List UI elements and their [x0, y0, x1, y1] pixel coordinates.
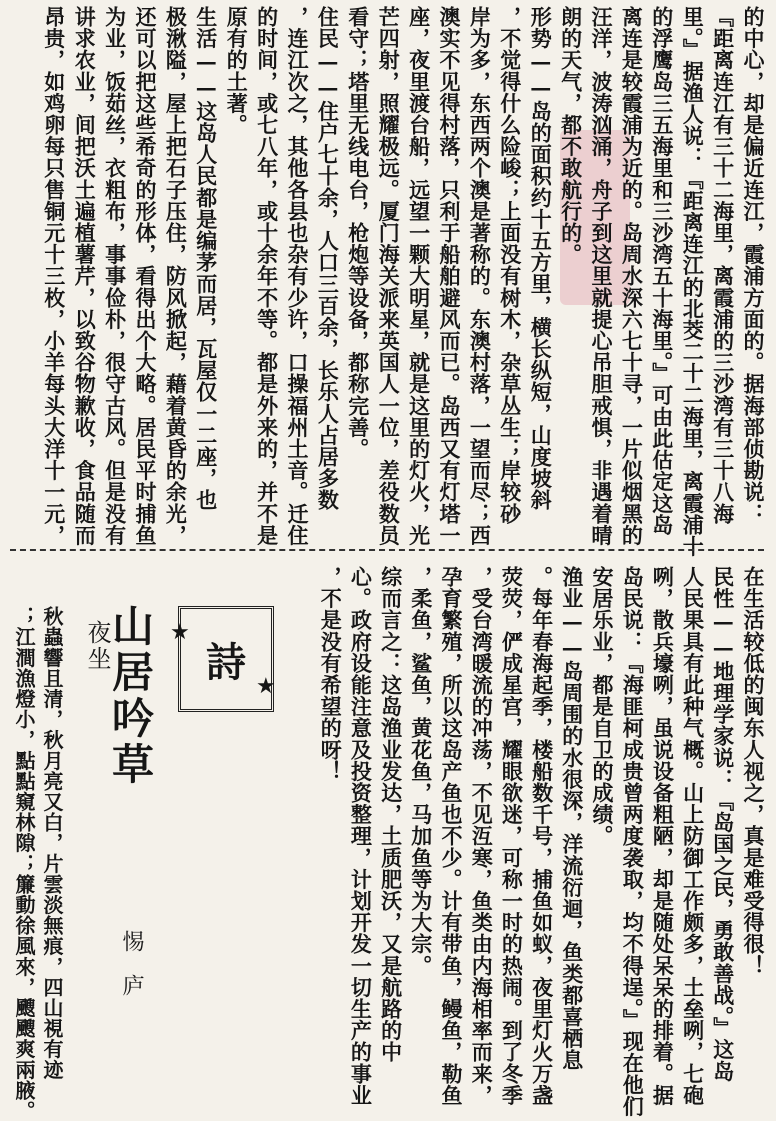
text-column: 民性——地理学家说：『岛国之民，勇敢善战。』这岛 — [710, 566, 736, 1082]
poem-author: 惕庐 — [119, 930, 144, 1018]
text-column: 座，夜里渡台船，远望一颗大明星，就是这里的灯火，光 — [406, 6, 432, 546]
text-column: 昂贵，如鸡卵每只售铜元十三枚，小羊每头大洋十一元， — [41, 6, 67, 546]
poem-line: 秋蟲響且清，秋月亮又白，片雲淡無痕，四山視有迹 — [40, 606, 64, 1080]
text-column: 的浮鹰岛三五海里和三沙湾五十海里。』可由此估定这岛 — [649, 6, 675, 536]
poem-title: 山居吟草 — [106, 604, 155, 788]
text-column: 荧荧，俨成星宫，耀眼欲迷，可称一时的热闹。到了冬季 — [499, 566, 525, 1106]
section-divider — [10, 549, 764, 551]
poem-section-label: 詩 — [206, 638, 246, 686]
poem-line: ；江澗漁燈小，點點窺林隙；簾動徐風來，颼颼爽兩腋。 — [12, 606, 36, 1121]
text-column: 。每年春海起季，楼船数千号，捕鱼如蚁，夜里灯火万盏 — [529, 566, 555, 1106]
text-column: 的时间，或七八年，或十余年不等。都是外来的，并不是 — [254, 6, 280, 546]
text-column: ，连江次之，其他各县也杂有少许，口操福州土音。迁住 — [285, 6, 310, 546]
text-column: 岸为多，东西两个澳是著称的。东澳村落，一望而尽；西 — [467, 6, 493, 546]
text-column: 『距离连江有三十二海里，离霞浦的三沙湾有三十八海 — [710, 6, 736, 525]
text-column: 极湫隘，屋上把石子压住，防风掀起，藉着黄昏的余光， — [163, 6, 189, 546]
text-column: 里。』据渔人说：『距离连江的北茭二十二海里，离霞浦十 — [680, 6, 706, 558]
text-column: 为业，饭茹丝，衣粗布，事事俭朴，很守古风。但是没有 — [102, 6, 128, 546]
text-column: ，不觉得什么险峻；上面没有树木，杂草丛生；岸较砂 — [497, 6, 523, 525]
text-column: 澳实不见得村落，只利于船舶避风而已。岛西又有灯塔一 — [437, 6, 462, 546]
text-column: 渔业——岛周围的水很深，洋流衍迴，鱼类都喜栖息 — [559, 566, 585, 1071]
text-column: 离连是较霞浦为近的。岛周水深六七十寻，一片似烟黑的 — [619, 6, 645, 546]
text-column: 住民——住户七十余，人口三百余，长乐人占居多数 — [315, 6, 341, 511]
text-column: 朗的天气，都不敢航行的。 — [558, 6, 584, 266]
text-column: 孕育繁殖，所以这岛产鱼也不少。计有带鱼，鳗鱼，勒鱼 — [439, 566, 464, 1106]
text-column: 还可以把这些希奇的形体，看得出个大略。居民平时捕鱼 — [133, 6, 158, 546]
text-column: 讲求农业，间把沃土遍植薯芹，以致谷物歉收，食品随而 — [72, 6, 98, 546]
text-column: ，不是没有希望的呀！ — [318, 566, 344, 782]
text-column: 在生活较低的闽东人视之，真是难受得很！ — [741, 566, 766, 977]
star-icon: ★ — [256, 674, 276, 699]
text-column: 心。政府设能注意及投资整理，计划开发一切生产的事业 — [348, 566, 374, 1106]
text-column: 形势——岛的面积约十五方里，横长纵短，山度坡斜 — [528, 6, 554, 511]
text-column: 综而言之：这岛渔业发达，土质肥沃，又是航路的中 — [378, 566, 404, 1063]
text-column: 芒四射，照耀极远。厦门海关派来英国人一位，差役数员 — [376, 6, 402, 546]
text-column: 看守；塔里无线电台，枪炮等设备，都称完善。 — [345, 6, 371, 460]
text-column: 人民果具有此种气概。山上防御工作颇多，土垒咧，七砲 — [680, 566, 706, 1106]
text-column: 原有的土著。 — [224, 6, 250, 136]
text-column: 生活——这岛人民都是编茅而居，瓦屋仅一二座，也 — [193, 6, 219, 511]
text-column: ，柔鱼，鲨鱼，黄花鱼，马加鱼等为大宗。 — [408, 566, 434, 977]
poem-subtitle: 夜坐 — [83, 620, 111, 672]
text-column: 岛民说：『海匪柯成贵曾两度袭取，均不得逞。』现在他们 — [620, 566, 646, 1118]
text-column: 安居乐业，都是自卫的成绩。 — [590, 566, 615, 847]
star-icon: ★ — [170, 620, 190, 645]
text-column: 咧，散兵壕咧，虽说设备粗陋，却是随处呆呆的排着。据 — [650, 566, 676, 1106]
text-column: 的中心，却是偏近连江，霞浦方面的。据海部侦勘说： — [741, 6, 766, 525]
text-column: 汪洋，波涛汹涌，舟子到这里就提心吊胆戒惧，非遇着晴 — [589, 6, 614, 546]
text-column: ，受台湾暖流的冲荡，不见沍寒，鱼类由内海相率而来， — [469, 566, 495, 1106]
